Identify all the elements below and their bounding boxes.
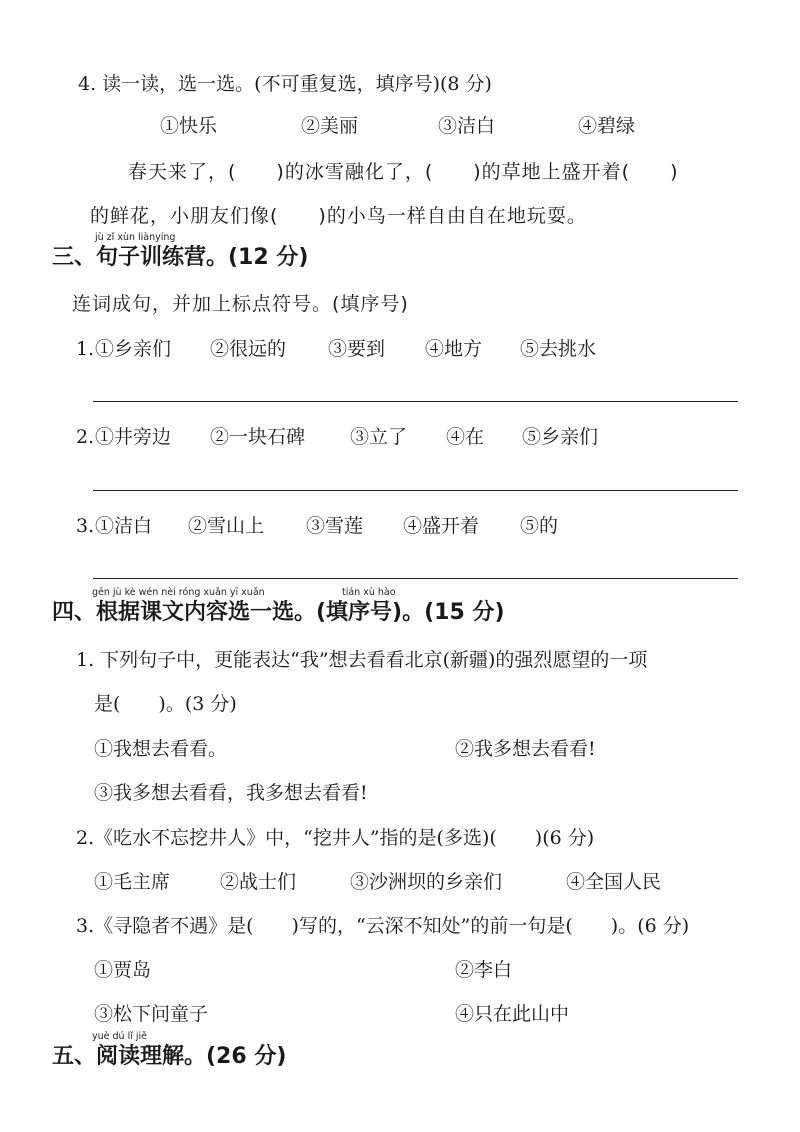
section4-pinyin-b: tián xù hào <box>342 587 396 598</box>
s4-q2-stem: 2.《吃水不忘挖井人》中，“挖井人”指的是(多选)( )(6 分) <box>76 827 595 849</box>
s4-q3-option-2: ②李白 <box>455 959 513 981</box>
s3-item3-number: 3. <box>76 515 95 537</box>
s4-q1-option-2: ②我多想去看看! <box>455 738 596 760</box>
s3-item3-word-5: ⑤的 <box>520 515 559 537</box>
s4-q2-option-4: ④全国人民 <box>566 871 662 893</box>
s3-item2-answer-line[interactable] <box>93 490 738 491</box>
s4-q1-option-1: ①我想去看看。 <box>94 738 228 760</box>
s3-item3-word-2: ②雪山上 <box>188 515 265 537</box>
section5-pinyin: yuè dú lǐ jiě <box>92 1031 148 1042</box>
s3-item1-word-5: ⑤去挑水 <box>520 338 597 360</box>
q4-option-1: ①快乐 <box>160 115 218 137</box>
q4-title: 4. 读一读，选一选。(不可重复选，填序号)(8 分) <box>78 73 492 95</box>
s3-item1-word-1: ①乡亲们 <box>95 338 172 360</box>
q4-option-4: ④碧绿 <box>578 115 636 137</box>
section5-title: 五、阅读理解。(26 分) <box>52 1044 287 1069</box>
s3-item1-word-2: ②很远的 <box>210 338 287 360</box>
s4-q3-option-1: ①贾岛 <box>94 959 152 981</box>
s4-q2-option-1: ①毛主席 <box>94 871 171 893</box>
s4-q3-stem: 3.《寻隐者不遇》是( )写的，“云深不知处”的前一句是( )。(6 分) <box>76 915 690 937</box>
s3-item2-word-4: ④在 <box>446 426 485 448</box>
s3-item2-word-2: ②一块石碑 <box>210 426 306 448</box>
s3-item2-number: 2. <box>76 426 95 448</box>
s3-item1-word-3: ③要到 <box>328 338 386 360</box>
s3-item3-word-4: ④盛开着 <box>403 515 480 537</box>
s3-item1-word-4: ④地方 <box>425 338 483 360</box>
s3-item3-answer-line[interactable] <box>93 578 738 579</box>
q4-passage-line-1: 春天来了，( )的冰雪融化了，( )的草地上盛开着( ) <box>128 161 679 183</box>
q4-passage-line-2: 的鲜花，小朋友们像( )的小鸟一样自由自在地玩耍。 <box>90 205 587 227</box>
s3-item1-answer-line[interactable] <box>93 401 738 402</box>
s4-q2-option-3: ③沙洲坝的乡亲们 <box>350 871 503 893</box>
s3-item2-word-5: ⑤乡亲们 <box>522 426 599 448</box>
section3-title: 三、句子训练营。(12 分) <box>52 245 309 270</box>
section4-title: 四、根据课文内容选一选。(填序号)。(15 分) <box>52 600 505 625</box>
s4-q2-option-2: ②战士们 <box>220 871 297 893</box>
section3-pinyin: jù zǐ xùn liànyíng <box>95 232 176 243</box>
s3-item2-word-1: ①井旁边 <box>95 426 172 448</box>
s4-q1-line-1: 1. 下列句子中，更能表达“我”想去看看北京(新疆)的强烈愿望的一项 <box>76 649 648 671</box>
s4-q1-option-3: ③我多想去看看，我多想去看看! <box>94 782 368 804</box>
q4-option-2: ②美丽 <box>301 115 359 137</box>
s4-q3-option-3: ③松下问童子 <box>94 1003 209 1025</box>
s3-item2-word-3: ③立了 <box>350 426 408 448</box>
section3-instruction: 连词成句，并加上标点符号。(填序号) <box>72 293 409 315</box>
q4-option-3: ③洁白 <box>438 115 496 137</box>
s3-item3-word-1: ①洁白 <box>95 515 153 537</box>
section4-pinyin-a: gēn jù kè wén nèi róng xuǎn yī xuǎn <box>92 587 265 598</box>
s4-q3-option-4: ④只在此山中 <box>455 1003 570 1025</box>
s3-item1-number: 1. <box>76 338 95 360</box>
s4-q1-line-2: 是( )。(3 分) <box>94 693 237 715</box>
s3-item3-word-3: ③雪莲 <box>306 515 364 537</box>
